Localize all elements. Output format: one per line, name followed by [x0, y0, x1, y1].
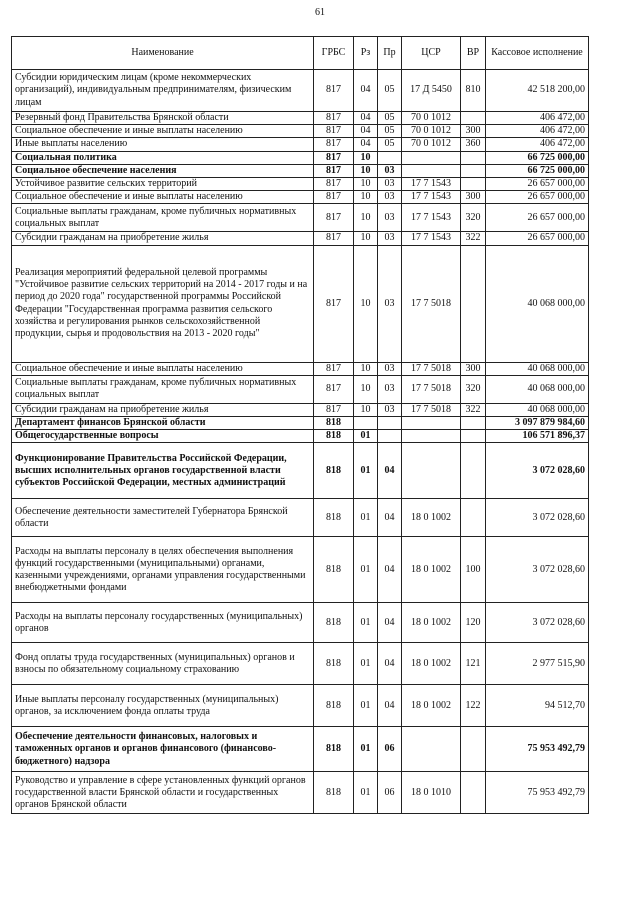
cell-csr: 18 0 1002 [402, 603, 461, 643]
cell-csr [402, 727, 461, 772]
cell-csr [402, 417, 461, 430]
cell-pr: 04 [378, 537, 402, 603]
cell-rz: 01 [354, 772, 378, 814]
cell-name: Субсидии юридическим лицам (кроме некоммерческих организаций), индивидуальным предпринимателям, физическим лицам [12, 70, 314, 112]
cell-grbs: 817 [314, 362, 354, 375]
cell-grbs: 817 [314, 232, 354, 245]
table-row [12, 70, 589, 112]
cell-name: Устойчивое развитие сельских территорий [12, 178, 314, 191]
cell-grbs: 818 [314, 443, 354, 499]
cell-rz: 04 [354, 112, 378, 125]
cell-csr [402, 443, 461, 499]
cell-pr: 06 [378, 772, 402, 814]
cell-csr: 17 7 1543 [402, 191, 461, 204]
cell-pr: 05 [378, 112, 402, 125]
table-row [12, 178, 589, 191]
cell-vr: 320 [461, 204, 486, 232]
cell-grbs: 817 [314, 375, 354, 403]
table-row [12, 403, 589, 416]
header-grbs: ГРБС [314, 37, 354, 70]
cell-grbs: 818 [314, 417, 354, 430]
cell-name: Социальное обеспечение и иные выплаты населению [12, 125, 314, 138]
cell-sum: 3 072 028,60 [486, 499, 589, 537]
cell-name: Обеспечение деятельности финансовых, налоговых и таможенных органов и органов финансового (финансово-бюджетного) надзора [12, 727, 314, 772]
table-row [12, 204, 589, 232]
cell-sum: 66 725 000,00 [486, 151, 589, 164]
cell-sum: 26 657 000,00 [486, 232, 589, 245]
cell-sum: 75 953 492,79 [486, 727, 589, 772]
cell-grbs: 817 [314, 164, 354, 177]
cell-csr: 17 7 5018 [402, 403, 461, 416]
cell-vr [461, 430, 486, 443]
cell-sum: 26 657 000,00 [486, 178, 589, 191]
header-rz: Рз [354, 37, 378, 70]
cell-sum: 40 068 000,00 [486, 362, 589, 375]
cell-name: Расходы на выплаты персоналу государственных (муниципальных) органов [12, 603, 314, 643]
cell-vr [461, 112, 486, 125]
cell-vr: 300 [461, 191, 486, 204]
budget-execution-table [11, 36, 589, 814]
cell-vr: 100 [461, 537, 486, 603]
table-row [12, 125, 589, 138]
table-row [12, 191, 589, 204]
cell-vr [461, 727, 486, 772]
cell-sum: 406 472,00 [486, 138, 589, 151]
cell-rz: 01 [354, 727, 378, 772]
cell-csr: 18 0 1002 [402, 685, 461, 727]
cell-pr: 03 [378, 178, 402, 191]
header-name: Наименование [12, 37, 314, 70]
cell-sum: 406 472,00 [486, 125, 589, 138]
cell-name: Социальное обеспечение и иные выплаты населению [12, 362, 314, 375]
table-row [12, 232, 589, 245]
cell-pr: 05 [378, 138, 402, 151]
cell-vr: 121 [461, 643, 486, 685]
table-row [12, 430, 589, 443]
cell-csr: 18 0 1002 [402, 499, 461, 537]
cell-name: Иные выплаты населению [12, 138, 314, 151]
cell-name: Фонд оплаты труда государственных (муниципальных) органов и взносы по обязательному социальному страхованию [12, 643, 314, 685]
cell-pr: 04 [378, 685, 402, 727]
cell-pr [378, 151, 402, 164]
cell-vr: 322 [461, 403, 486, 416]
cell-csr: 17 7 5018 [402, 362, 461, 375]
cell-pr: 06 [378, 727, 402, 772]
cell-sum: 406 472,00 [486, 112, 589, 125]
cell-sum: 3 097 879 984,60 [486, 417, 589, 430]
cell-vr: 810 [461, 70, 486, 112]
cell-sum: 66 725 000,00 [486, 164, 589, 177]
cell-vr [461, 499, 486, 537]
cell-name: Обеспечение деятельности заместителей Губернатора Брянской области [12, 499, 314, 537]
cell-rz: 01 [354, 537, 378, 603]
cell-name: Социальная политика [12, 151, 314, 164]
cell-rz: 10 [354, 164, 378, 177]
cell-sum: 3 072 028,60 [486, 537, 589, 603]
cell-grbs: 817 [314, 138, 354, 151]
cell-grbs: 817 [314, 151, 354, 164]
table-row [12, 603, 589, 643]
cell-sum: 75 953 492,79 [486, 772, 589, 814]
cell-vr: 120 [461, 603, 486, 643]
cell-rz: 10 [354, 375, 378, 403]
table-row [12, 362, 589, 375]
cell-grbs: 817 [314, 191, 354, 204]
cell-rz: 10 [354, 191, 378, 204]
cell-pr: 04 [378, 643, 402, 685]
cell-rz: 01 [354, 603, 378, 643]
cell-rz: 10 [354, 362, 378, 375]
cell-csr: 70 0 1012 [402, 125, 461, 138]
table-row [12, 685, 589, 727]
table-row [12, 537, 589, 603]
cell-name: Социальное обеспечение и иные выплаты населению [12, 191, 314, 204]
cell-pr: 03 [378, 362, 402, 375]
cell-rz: 10 [354, 245, 378, 362]
cell-name: Субсидии гражданам на приобретение жилья [12, 232, 314, 245]
cell-vr: 322 [461, 232, 486, 245]
cell-name: Субсидии гражданам на приобретение жилья [12, 403, 314, 416]
cell-vr: 122 [461, 685, 486, 727]
cell-rz: 10 [354, 232, 378, 245]
table-header-row [12, 37, 589, 70]
cell-name: Иные выплаты персоналу государственных (муниципальных) органов, за исключением фонда оплаты труда [12, 685, 314, 727]
table-row [12, 375, 589, 403]
cell-sum: 94 512,70 [486, 685, 589, 727]
cell-csr [402, 151, 461, 164]
table-row [12, 643, 589, 685]
cell-sum: 40 068 000,00 [486, 403, 589, 416]
cell-grbs: 818 [314, 685, 354, 727]
cell-pr: 03 [378, 204, 402, 232]
cell-grbs: 818 [314, 643, 354, 685]
cell-csr: 17 7 1543 [402, 232, 461, 245]
cell-rz: 01 [354, 430, 378, 443]
cell-sum: 3 072 028,60 [486, 603, 589, 643]
cell-vr [461, 164, 486, 177]
cell-csr: 17 7 5018 [402, 375, 461, 403]
cell-pr [378, 430, 402, 443]
table-row [12, 151, 589, 164]
cell-pr: 03 [378, 245, 402, 362]
table-row [12, 417, 589, 430]
table-row [12, 245, 589, 362]
cell-csr: 18 0 1002 [402, 643, 461, 685]
cell-grbs: 818 [314, 537, 354, 603]
cell-pr: 05 [378, 125, 402, 138]
cell-rz: 01 [354, 643, 378, 685]
cell-csr: 17 7 1543 [402, 178, 461, 191]
cell-sum: 40 068 000,00 [486, 245, 589, 362]
header-csr: ЦСР [402, 37, 461, 70]
cell-vr: 360 [461, 138, 486, 151]
cell-pr: 03 [378, 164, 402, 177]
cell-vr [461, 443, 486, 499]
cell-name: Функционирование Правительства Российской Федерации, высших исполнительных органов государственной власти субъектов Российской Федерации, местных администраций [12, 443, 314, 499]
cell-pr: 03 [378, 375, 402, 403]
cell-sum: 3 072 028,60 [486, 443, 589, 499]
header-pr: Пр [378, 37, 402, 70]
cell-pr: 05 [378, 70, 402, 112]
cell-pr: 04 [378, 499, 402, 537]
cell-pr: 04 [378, 603, 402, 643]
cell-pr [378, 417, 402, 430]
header-sum: Кассовое исполнение [486, 37, 589, 70]
cell-name: Общегосударственные вопросы [12, 430, 314, 443]
cell-sum: 2 977 515,90 [486, 643, 589, 685]
cell-grbs: 817 [314, 204, 354, 232]
table-row [12, 443, 589, 499]
cell-rz: 10 [354, 403, 378, 416]
cell-sum: 106 571 896,37 [486, 430, 589, 443]
cell-csr: 70 0 1012 [402, 112, 461, 125]
cell-name: Социальное обеспечение населения [12, 164, 314, 177]
cell-grbs: 818 [314, 603, 354, 643]
cell-grbs: 818 [314, 772, 354, 814]
cell-rz: 04 [354, 70, 378, 112]
cell-pr: 03 [378, 403, 402, 416]
cell-csr: 18 0 1010 [402, 772, 461, 814]
cell-csr: 17 7 5018 [402, 245, 461, 362]
cell-vr: 300 [461, 125, 486, 138]
cell-grbs: 818 [314, 499, 354, 537]
cell-csr: 17 Д 5450 [402, 70, 461, 112]
cell-pr: 03 [378, 191, 402, 204]
cell-grbs: 817 [314, 403, 354, 416]
cell-vr [461, 245, 486, 362]
cell-rz: 04 [354, 138, 378, 151]
cell-name: Департамент финансов Брянской области [12, 417, 314, 430]
cell-csr: 70 0 1012 [402, 138, 461, 151]
table-row [12, 138, 589, 151]
table-row [12, 499, 589, 537]
cell-rz: 10 [354, 178, 378, 191]
cell-grbs: 817 [314, 125, 354, 138]
cell-rz: 10 [354, 151, 378, 164]
cell-vr: 300 [461, 362, 486, 375]
cell-vr [461, 151, 486, 164]
cell-name: Социальные выплаты гражданам, кроме публичных нормативных социальных выплат [12, 204, 314, 232]
cell-rz: 04 [354, 125, 378, 138]
cell-vr: 320 [461, 375, 486, 403]
cell-grbs: 818 [314, 430, 354, 443]
page-number: 61 [315, 7, 325, 18]
cell-sum: 26 657 000,00 [486, 191, 589, 204]
cell-grbs: 817 [314, 112, 354, 125]
cell-name: Реализация мероприятий федеральной целевой программы "Устойчивое развитие сельских территорий на 2014 - 2017 годы и на период до 2020 года" государственной программы Российской Федерации "Государственная программа развития сельского хозяйства и регулирования рынков сельскохозяйственной продукции, сырья и продовольствия на 2013 - 2020 годы" [12, 245, 314, 362]
cell-rz: 10 [354, 204, 378, 232]
cell-rz: 01 [354, 685, 378, 727]
cell-grbs: 817 [314, 70, 354, 112]
cell-rz: 01 [354, 443, 378, 499]
cell-csr [402, 430, 461, 443]
cell-sum: 42 518 200,00 [486, 70, 589, 112]
table-row [12, 727, 589, 772]
cell-pr: 03 [378, 232, 402, 245]
cell-csr: 18 0 1002 [402, 537, 461, 603]
cell-name: Руководство и управление в сфере установленных функций органов государственной власти Брянской области и государственных органов Брянской области [12, 772, 314, 814]
table-row [12, 164, 589, 177]
cell-sum: 26 657 000,00 [486, 204, 589, 232]
cell-name: Социальные выплаты гражданам, кроме публичных нормативных социальных выплат [12, 375, 314, 403]
cell-csr [402, 164, 461, 177]
cell-vr [461, 178, 486, 191]
cell-name: Резервный фонд Правительства Брянской области [12, 112, 314, 125]
cell-rz: 01 [354, 499, 378, 537]
header-vr: ВР [461, 37, 486, 70]
cell-rz [354, 417, 378, 430]
cell-vr [461, 772, 486, 814]
cell-pr: 04 [378, 443, 402, 499]
cell-csr: 17 7 1543 [402, 204, 461, 232]
cell-sum: 40 068 000,00 [486, 375, 589, 403]
table-row [12, 112, 589, 125]
table-row [12, 772, 589, 814]
cell-grbs: 818 [314, 727, 354, 772]
cell-vr [461, 417, 486, 430]
cell-name: Расходы на выплаты персоналу в целях обеспечения выполнения функций государственными (муниципальными) органами, казенными учреждениями, органами управления государственными внебюджетными фондами [12, 537, 314, 603]
cell-grbs: 817 [314, 245, 354, 362]
cell-grbs: 817 [314, 178, 354, 191]
